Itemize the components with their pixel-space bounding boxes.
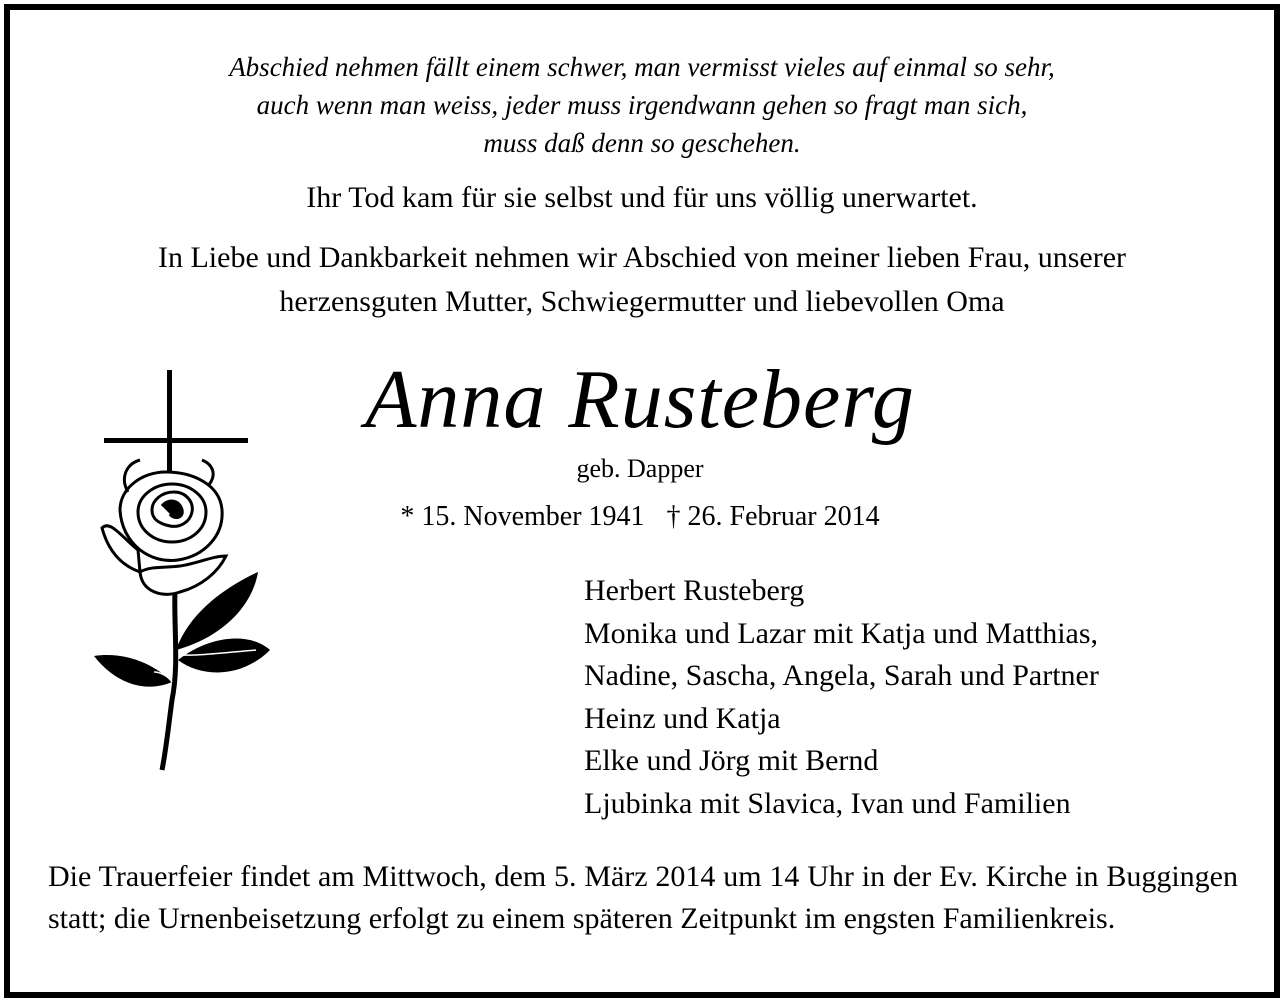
service-line: Die Trauerfeier findet am Mittwoch, dem 5. März 2014 um 14 Uhr in der Ev. Kirche (48, 860, 1068, 893)
birth-date: * 15. November 1941 (400, 501, 645, 532)
poem-line: muss daß denn so geschehen. (483, 128, 801, 158)
funeral-service-info (48, 856, 1238, 940)
mourners-list (584, 570, 1244, 826)
maiden-name: geb. Dapper (576, 454, 704, 483)
poem (10, 48, 1274, 162)
mourner: Elke und Jörg mit Bernd (584, 744, 879, 778)
farewell-line: herzensguten Mutter, Schwiegermutter und liebevollen Oma (279, 285, 1005, 318)
mourner: Ljubinka mit Slavica, Ivan und Familien (584, 786, 1071, 820)
service-line: engsten Familienkreis. (843, 902, 1116, 935)
cross-with-rose-icon (80, 360, 270, 780)
mourner: Monika und Lazar mit Katja und Matthias, (584, 616, 1099, 650)
deceased-name: Anna Rusteberg (365, 353, 915, 446)
death-date: † 26. Februar 2014 (666, 501, 880, 532)
sudden-death-line: Ihr Tod kam für sie selbst und für uns völlig unerwartet. (306, 181, 978, 214)
poem-line: Abschied nehmen fällt einem schwer, man vermisst vieles auf einmal so sehr, (229, 52, 1055, 82)
mourner: Herbert Rusteberg (584, 574, 805, 607)
life-dates (310, 498, 970, 536)
poem-line: auch wenn man weiss, jeder muss irgendwann gehen so fragt man sich, (256, 90, 1028, 120)
farewell-text (10, 236, 1274, 324)
obituary-frame (4, 4, 1280, 998)
service-line: in Buggingen statt; die Urnenbeisetzung erfolgt zu einem späteren Zeitpunkt im (48, 860, 1238, 935)
mourner: Nadine, Sascha, Angela, Sarah und Partner (584, 659, 1099, 693)
mourner: Heinz und Katja (584, 701, 781, 735)
farewell-line: In Liebe und Dankbarkeit nehmen wir Abschied von meiner lieben Frau, unserer (157, 241, 1127, 274)
